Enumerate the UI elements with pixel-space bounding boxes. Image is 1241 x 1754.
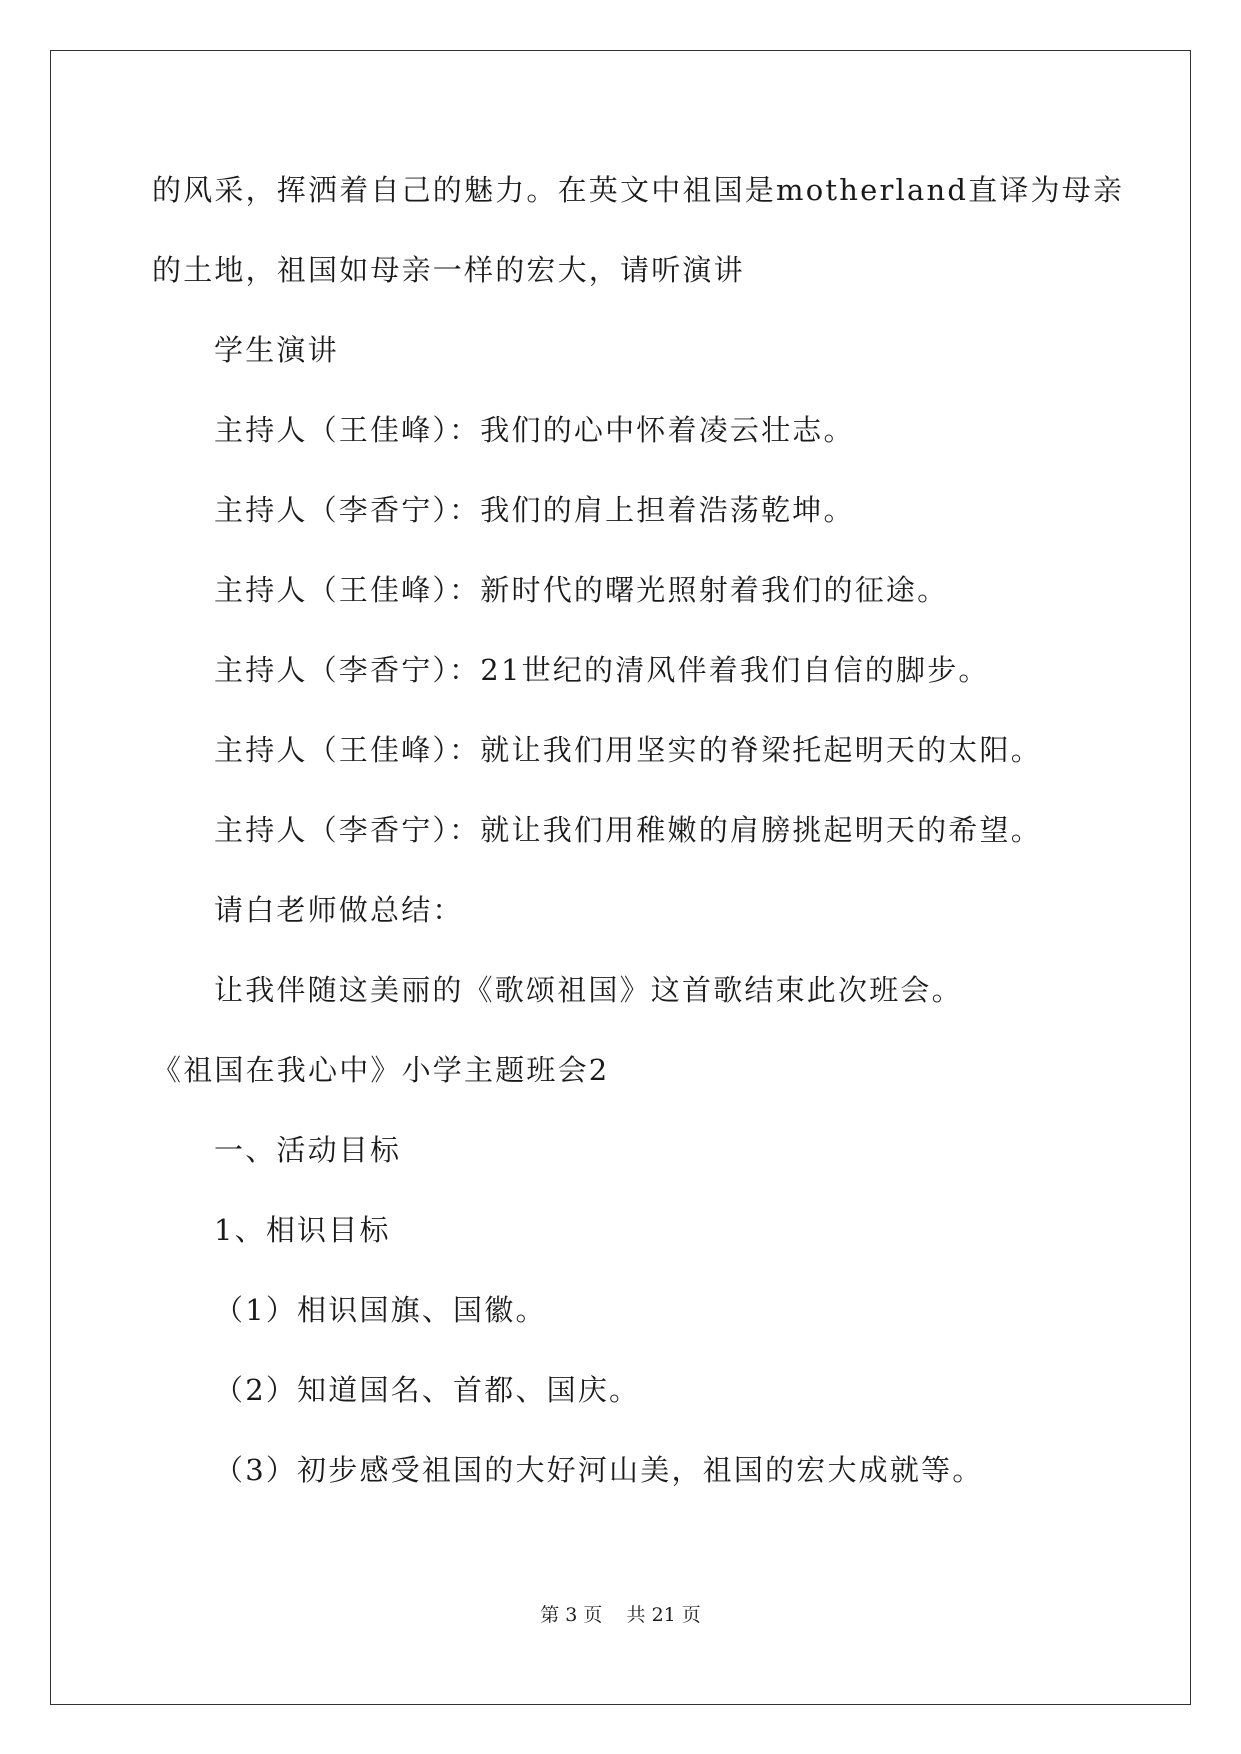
host-line: 主持人（李香宁）：我们的肩上担着浩荡乾坤。 (214, 493, 855, 527)
subsection-heading: 1、相识目标 (214, 1213, 391, 1247)
host-line: 主持人（王佳峰）：就让我们用坚实的脊梁托起明天的太阳。 (214, 733, 1042, 767)
list-item: （2）知道国名、首都、国庆。 (214, 1373, 641, 1407)
section-heading: 一、活动目标 (214, 1133, 402, 1167)
list-item: （1）相识国旗、国徽。 (214, 1293, 547, 1327)
list-item: （3）初步感受祖国的大好河山美，祖国的宏大成就等。 (214, 1453, 984, 1487)
section-heading: 学生演讲 (214, 333, 339, 367)
paragraph-line: 请白老师做总结： (214, 893, 464, 927)
paragraph-line: 让我伴随这美丽的《歌颂祖国》这首歌结束此次班会。 (214, 973, 963, 1007)
host-line: 主持人（王佳峰）：新时代的曙光照射着我们的征途。 (214, 573, 949, 607)
paragraph-line: 的土地，祖国如母亲一样的宏大，请听演讲 (152, 253, 745, 287)
host-line: 主持人（李香宁）：就让我们用稚嫩的肩膀挑起明天的希望。 (214, 813, 1042, 847)
host-line: 主持人（王佳峰）：我们的心中怀着凌云壮志。 (214, 413, 855, 447)
document-title: 《祖国在我心中》小学主题班会2 (152, 1053, 610, 1087)
paragraph-line: 的风采，挥洒着自己的魅力。在英文中祖国是motherland直译为母亲 (152, 173, 1125, 207)
host-line: 主持人（李香宁）：21世纪的清风伴着我们自信的脚步。 (214, 653, 990, 687)
page-number-footer: 第 3 页 共 21 页 (540, 1604, 701, 1626)
